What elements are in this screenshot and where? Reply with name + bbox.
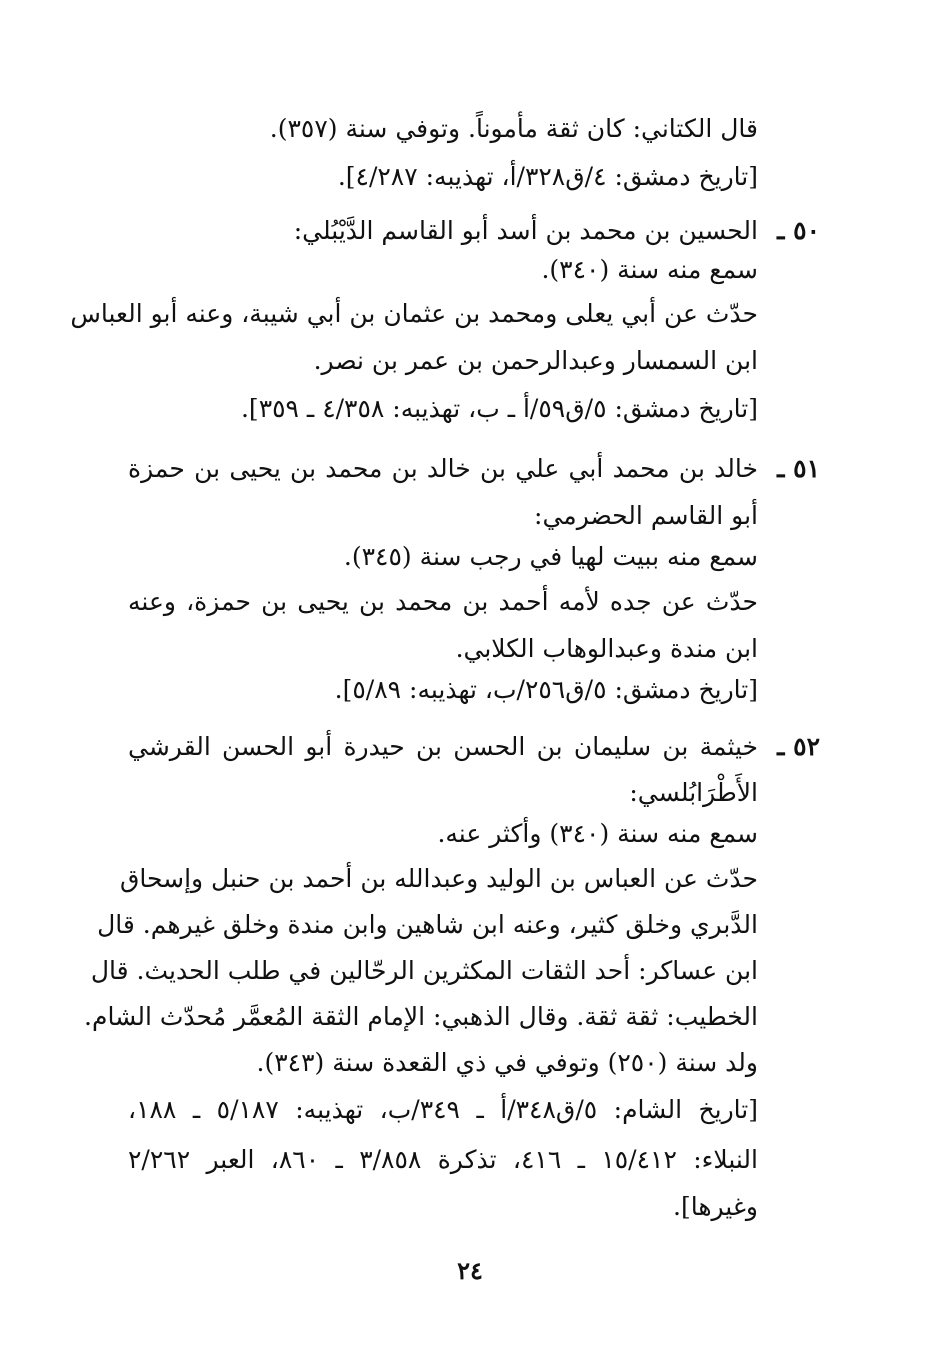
entry-line: سمع منه سنة (٣٤٠) وأكثر عنه. [437, 819, 758, 848]
entry-line: ابن السمسار وعبدالرحمن بن عمر بن نصر. [313, 346, 758, 375]
entry-heading: خالد بن محمد أبي علي بن خالد بن محمد بن يحيى بن حمزة [128, 454, 758, 483]
entry-heading: خيثمة بن سليمان بن الحسن بن حيدرة أبو الحسن القرشي [128, 732, 758, 761]
entry-reference: [تاريخ دمشق: ٥/ق٢٥٦/ب، تهذيبه: ٥/٨٩]. [334, 675, 758, 704]
entry-line: الخطيب: ثقة ثقة. وقال الذهبي: الإمام الثقة المُعمَّر مُحدّث الشام. [84, 1002, 758, 1031]
intro-line: قال الكتاني: كان ثقة مأموناً. وتوفي سنة (٣٥٧). [269, 114, 758, 143]
entry-line: الدَّبري وخلق كثير، وعنه ابن شاهين وابن مندة وخلق غيرهم. قال [97, 910, 758, 939]
entry-heading: الحسين بن محمد بن أسد أبو القاسم الدَّيْبُلي: [293, 216, 758, 245]
entry-line: ابن عساكر: أحد الثقات المكثرين الرحّالين في طلب الحديث. قال [90, 956, 758, 985]
intro-reference: [تاريخ دمشق: ٤/ق٣٢٨/أ، تهذيبه: ٤/٢٨٧]. [337, 162, 758, 191]
entry-line: أبو القاسم الحضرمي: [534, 501, 758, 530]
entry-line: الأَطْرَابُلسي: [629, 778, 758, 807]
entry-reference: النبلاء: ١٥/٤١٢ ـ ٤١٦، تذكرة ٣/٨٥٨ ـ ٨٦٠، العبر ٢/٢٦٢ [128, 1145, 758, 1174]
entry-line: حدّث عن أبي يعلى ومحمد بن عثمان بن أبي شيبة، وعنه أبو العباس [70, 299, 758, 328]
entry-line: سمع منه ببيت لهيا في رجب سنة (٣٤٥). [343, 542, 758, 571]
entry-reference: [تاريخ الشام: ٥/ق٣٤٨/أ ـ ٣٤٩/ب، تهذيبه: ٥/١٨٧ ـ ١٨٨، [128, 1095, 759, 1124]
entry-line: حدّث عن جده لأمه أحمد بن محمد بن يحيى بن حمزة، وعنه [128, 587, 758, 616]
entry-line: سمع منه سنة (٣٤٠). [541, 255, 758, 284]
entry-reference: وغيرها]. [673, 1192, 758, 1221]
entry-number: ٥٢ ـ [777, 732, 820, 761]
entry-number: ٥١ ـ [777, 454, 820, 483]
entry-line: ولد سنة (٢٥٠) وتوفي في ذي القعدة سنة (٣٤٣). [256, 1048, 758, 1077]
page-number: ٢٤ [457, 1256, 483, 1285]
entry-number: ٥٠ ـ [777, 216, 820, 245]
entry-line: حدّث عن العباس بن الوليد وعبدالله بن أحمد بن حنبل وإسحاق [119, 864, 758, 893]
entry-reference: [تاريخ دمشق: ٥/ق٥٩/أ ـ ب، تهذيبه: ٤/٣٥٨ ـ ٣٥٩]. [240, 394, 758, 423]
entry-line: ابن مندة وعبدالوهاب الكلابي. [455, 634, 758, 663]
